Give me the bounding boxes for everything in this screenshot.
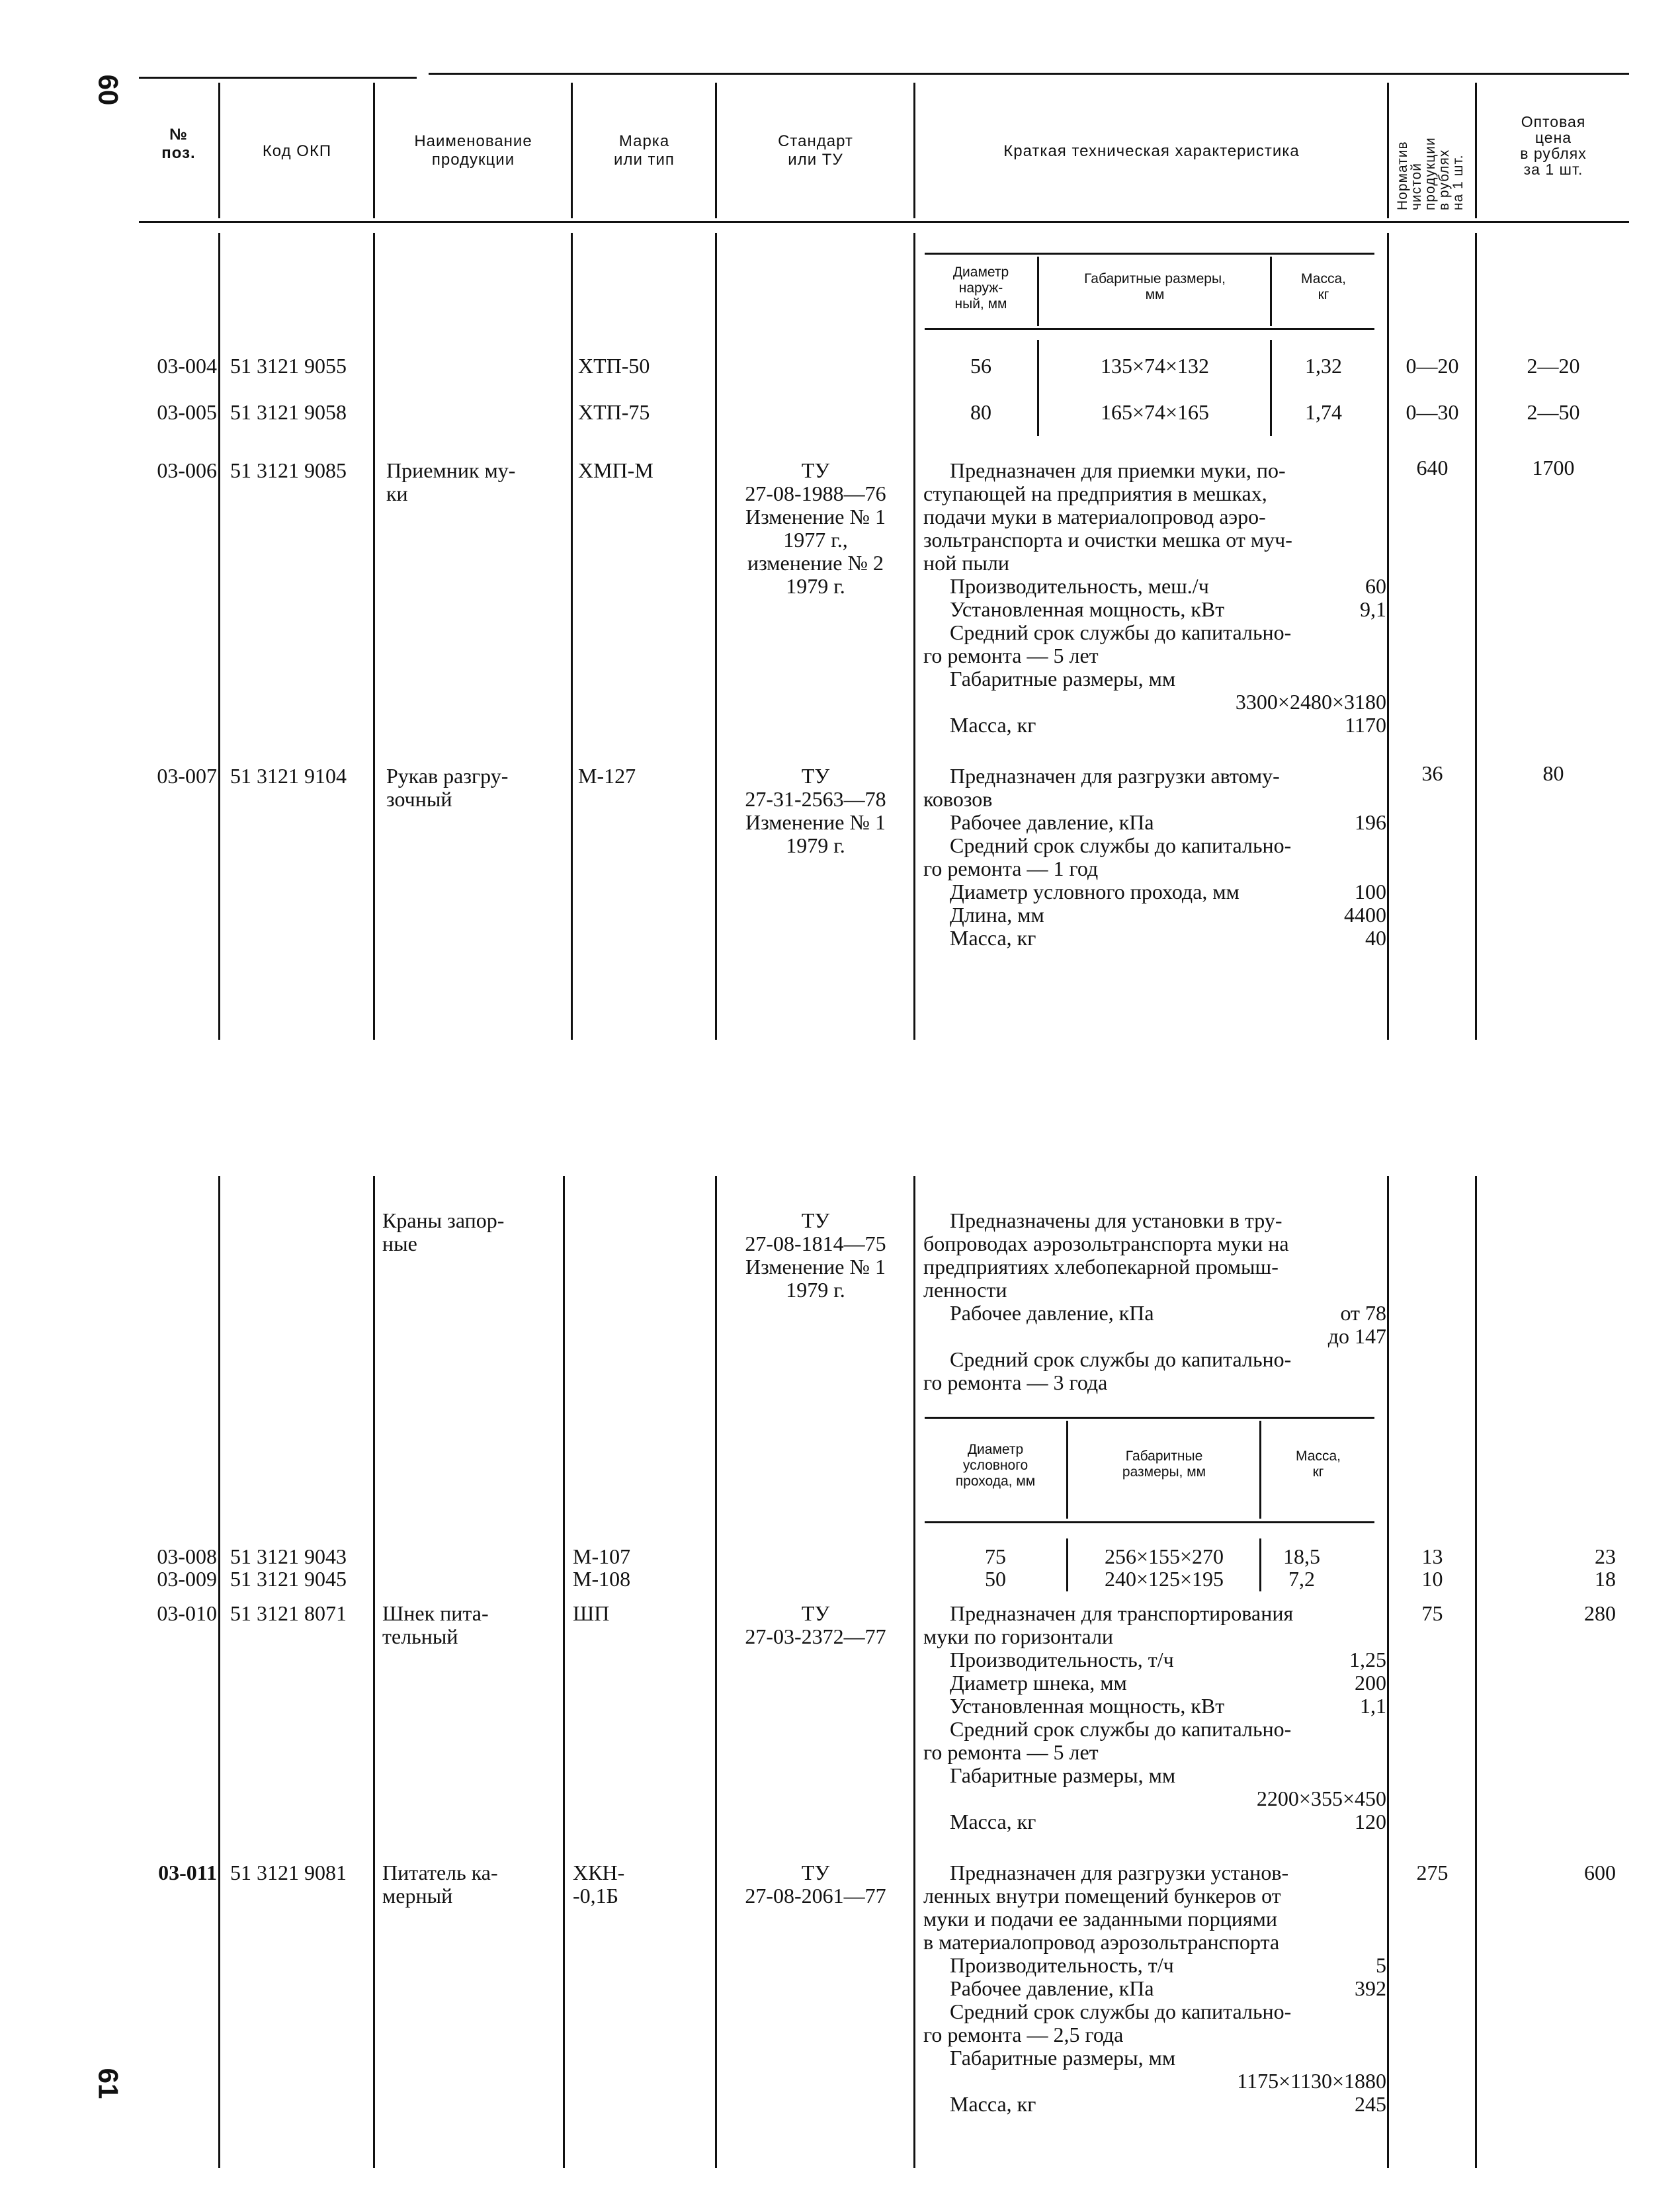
- spec-desc-line: ленности: [923, 1278, 1007, 1302]
- spec-param-label: Производительность, т/ч: [950, 1953, 1174, 1977]
- cranes-spec: [923, 1209, 1386, 1394]
- row-03-007-norm: 36: [1421, 761, 1443, 785]
- header-top-rule-right: [429, 73, 1629, 75]
- row-03-007-standard: ТУ 27-31-2563—78 Изменение № 1 1979 г.: [745, 764, 886, 857]
- spec-param-label: Диаметр шнека, мм: [950, 1671, 1127, 1695]
- spec-param-value: 5: [1376, 1953, 1386, 1977]
- row-03-005-price: 2—50: [1527, 400, 1580, 424]
- row-03-008-size: 256×155×270: [1104, 1544, 1224, 1568]
- row-03-011-name: Питатель ка- мерный: [382, 1861, 498, 1908]
- col-line-1: [218, 1176, 220, 2168]
- sub1-line-b: [1270, 257, 1272, 326]
- sub1-mid-rule: [925, 328, 1374, 330]
- sub2-line-b: [1259, 1421, 1261, 1519]
- spec-param-label: Установленная мощность, кВт: [950, 1694, 1225, 1718]
- row-03-004-diameter: 56: [970, 354, 991, 378]
- spec-mass-label: Масса, кг: [950, 926, 1036, 950]
- spec-mass-value: 245: [1355, 2092, 1386, 2116]
- col-line-7: [1475, 1176, 1477, 2168]
- row-03-010-name: Шнек пита- тельный: [382, 1601, 489, 1648]
- spec-dimensions-value: 2200×355×450: [1256, 1787, 1386, 1810]
- row-03-006-norm: 640: [1416, 456, 1449, 480]
- spec-param-label: Установленная мощность, кВт: [950, 597, 1225, 621]
- spec-param-label: Длина, мм: [950, 903, 1044, 927]
- spec-mass-value: 40: [1365, 926, 1386, 950]
- sub2-line-c: [1066, 1538, 1068, 1591]
- spec-mass-label: Масса, кг: [950, 713, 1036, 737]
- spec-desc-line: бопроводах аэрозольтранспорта муки на: [923, 1232, 1289, 1255]
- spec-desc-line: ковозов: [923, 787, 993, 811]
- row-03-008-norm: 13: [1421, 1544, 1443, 1568]
- sub2-line-d: [1259, 1538, 1261, 1591]
- row-03-005-pos: 03-005: [157, 400, 217, 424]
- spec-param-value: 100: [1355, 880, 1386, 904]
- row-03-008-price: 23: [1595, 1544, 1616, 1568]
- row-03-004-mark: ХТП-50: [578, 354, 650, 378]
- row-03-004-mass: 1,32: [1305, 354, 1342, 378]
- row-03-007-pos: 03-007: [157, 764, 217, 788]
- header-name: Наименование продукции: [414, 132, 532, 169]
- spec-dimensions-label: Габаритные размеры, мм: [950, 2046, 1176, 2070]
- spec-param-value: 1,25: [1349, 1648, 1386, 1671]
- spec-param-label: Производительность, меш./ч: [950, 574, 1209, 598]
- col-line-2: [373, 233, 375, 1040]
- row-03-011-spec: [923, 1861, 1386, 2116]
- row-03-009-okp: 51 3121 9045: [230, 1567, 347, 1591]
- spec-dimensions-label: Габаритные размеры, мм: [950, 1763, 1176, 1787]
- cranes-standard: ТУ 27-08-1814—75 Изменение № 1 1979 г.: [745, 1208, 886, 1302]
- header-okp: Код ОКП: [262, 142, 332, 160]
- header-spec: Краткая техническая характеристика: [1003, 142, 1300, 160]
- sub2-h-size: Габаритные размеры, мм: [1122, 1449, 1206, 1480]
- sub2-h-diameter: Диаметр условного прохода, мм: [955, 1442, 1036, 1490]
- spec-dimensions-label: Габаритные размеры, мм: [950, 667, 1176, 691]
- spec-service-life: го ремонта — 5 лет: [923, 1740, 1099, 1764]
- spec-param-value: до 147: [1327, 1324, 1386, 1348]
- row-03-005-mark: ХТП-75: [578, 400, 650, 424]
- row-03-009-mass: 7,2: [1288, 1567, 1315, 1591]
- page-number-bottom: 61: [93, 2068, 124, 2099]
- spec-param-value: 196: [1355, 810, 1386, 834]
- col-line-5: [913, 233, 915, 1040]
- col-line-4: [715, 233, 717, 1040]
- row-03-007-okp: 51 3121 9104: [230, 764, 347, 788]
- row-03-011-mark: ХКН- -0,1Б: [573, 1861, 625, 1908]
- row-03-007-name: Рукав разгру- зочный: [386, 764, 509, 811]
- spec-service-life: Средний срок службы до капитально-: [950, 620, 1292, 644]
- sub2-top-rule: [925, 1417, 1374, 1419]
- spec-service-life: Средний срок службы до капитально-: [950, 1999, 1292, 2023]
- cranes-name: Краны запор- ные: [382, 1208, 505, 1255]
- header-standard: Стандарт или ТУ: [778, 132, 853, 169]
- row-03-010-spec: [923, 1602, 1386, 1833]
- row-03-006-spec: [923, 459, 1386, 737]
- sub1-h-size: Габаритные размеры, мм: [1084, 271, 1226, 303]
- spec-desc-line: подачи муки в материалопровод аэро-: [923, 505, 1266, 528]
- spec-param-value: 60: [1365, 574, 1386, 598]
- hcol-line-3: [571, 83, 573, 218]
- sub2-mid-rule: [925, 1521, 1374, 1523]
- sub2-line-a: [1066, 1421, 1068, 1519]
- spec-param-label: Производительность, т/ч: [950, 1648, 1174, 1671]
- spec-mass-label: Масса, кг: [950, 1810, 1036, 1833]
- col-line-7: [1475, 233, 1477, 1040]
- spec-desc-line: ступающей на предприятия в мешках,: [923, 482, 1267, 505]
- spec-desc-line: ленных внутри помещений бункеров от: [923, 1884, 1281, 1908]
- header-bottom-rule: [139, 221, 1629, 223]
- spec-service-life: го ремонта — 3 года: [923, 1370, 1108, 1394]
- col-line-6: [1387, 1176, 1389, 2168]
- spec-service-life: Средний срок службы до капитально-: [950, 1347, 1292, 1371]
- hcol-line-6: [1387, 83, 1389, 218]
- row-03-008-mass: 18,5: [1283, 1544, 1320, 1568]
- row-03-007-price: 80: [1542, 761, 1564, 785]
- spec-service-life: го ремонта — 1 год: [923, 857, 1099, 880]
- col-line-1: [218, 233, 220, 1040]
- spec-service-life: го ремонта — 2,5 года: [923, 2023, 1124, 2046]
- spec-param-value: 4400: [1344, 903, 1386, 927]
- row-03-005-norm: 0—30: [1406, 400, 1459, 424]
- hcol-line-5: [913, 83, 915, 218]
- row-03-004-okp: 51 3121 9055: [230, 354, 347, 378]
- sub1-top-rule: [925, 253, 1374, 255]
- row-03-006-standard: ТУ 27-08-1988—76 Изменение № 1 1977 г., изменение № 2 1979 г.: [745, 458, 886, 598]
- spec-desc-line: Предназначен для транспортирования: [950, 1601, 1294, 1625]
- row-03-010-okp: 51 3121 8071: [230, 1601, 347, 1625]
- row-03-009-size: 240×125×195: [1104, 1567, 1224, 1591]
- row-03-010-standard: ТУ 27-03-2372—77: [745, 1601, 886, 1648]
- col-line-3: [563, 1176, 565, 2168]
- row-03-006-price: 1700: [1532, 456, 1575, 480]
- hcol-line-4: [715, 83, 717, 218]
- row-03-004-price: 2—20: [1527, 354, 1580, 378]
- row-03-011-price: 600: [1584, 1861, 1616, 1884]
- spec-param-label: Диаметр условного прохода, мм: [950, 880, 1239, 904]
- spec-desc-line: Предназначены для установки в тру-: [950, 1208, 1282, 1232]
- row-03-008-okp: 51 3121 9043: [230, 1544, 347, 1568]
- sub1-h-diameter: Диаметр наруж- ный, мм: [952, 265, 1009, 312]
- row-03-008-pos: 03-008: [157, 1544, 217, 1568]
- spec-mass-value: 120: [1355, 1810, 1386, 1833]
- row-03-009-mark: М-108: [573, 1567, 631, 1591]
- spec-dimensions-value: 1175×1130×1880: [1237, 2069, 1386, 2093]
- row-03-009-pos: 03-009: [157, 1567, 217, 1591]
- header-mark: Марка или тип: [614, 132, 675, 169]
- row-03-009-norm: 10: [1421, 1567, 1443, 1591]
- hcol-line-7: [1475, 83, 1477, 218]
- row-03-005-okp: 51 3121 9058: [230, 400, 347, 424]
- row-03-010-norm: 75: [1421, 1601, 1443, 1625]
- row-03-010-pos: 03-010: [157, 1601, 217, 1625]
- row-03-009-price: 18: [1595, 1567, 1616, 1591]
- header-top-rule-left: [139, 77, 417, 79]
- spec-service-life: Средний срок службы до капитально-: [950, 1717, 1292, 1741]
- page-number-top: 60: [93, 74, 124, 106]
- spec-desc-line: Предназначен для разгрузки автому-: [950, 764, 1280, 788]
- spec-param-value: от 78: [1340, 1301, 1386, 1325]
- spec-mass-value: 1170: [1345, 713, 1386, 737]
- row-03-008-mark: М-107: [573, 1544, 631, 1568]
- spec-service-life: го ремонта — 5 лет: [923, 644, 1099, 667]
- col-line-5: [913, 1176, 915, 2168]
- row-03-006-mark: ХМП-М: [578, 458, 653, 482]
- sub1-h-mass: Масса, кг: [1301, 271, 1346, 303]
- spec-desc-line: зольтранспорта и очистки мешка от муч-: [923, 528, 1292, 552]
- row-03-004-size: 135×74×132: [1100, 354, 1210, 378]
- sub1-line-c: [1037, 340, 1039, 436]
- header-norm: Норматив чистой продукции в рублях на 1 шт.: [1395, 137, 1466, 210]
- row-03-004-pos: 03-004: [157, 354, 217, 378]
- hcol-line-2: [373, 83, 375, 218]
- col-line-6: [1387, 233, 1389, 1040]
- spec-desc-line: муки по горизонтали: [923, 1624, 1114, 1648]
- spec-desc-line: муки и подачи ее заданными порциями: [923, 1907, 1277, 1931]
- hcol-line-1: [218, 83, 220, 218]
- spec-param-label: Рабочее давление, кПа: [950, 1301, 1154, 1325]
- col-line-2: [373, 1176, 375, 2168]
- spec-service-life: Средний срок службы до капитально-: [950, 833, 1292, 857]
- row-03-004-norm: 0—20: [1406, 354, 1459, 378]
- row-03-011-pos: 03-011: [158, 1861, 217, 1884]
- spec-desc-line: Предназначен для приемки муки, по-: [950, 458, 1286, 482]
- row-03-011-norm: 275: [1416, 1861, 1449, 1884]
- spec-param-value: 9,1: [1360, 597, 1386, 621]
- row-03-007-mark: М-127: [578, 764, 636, 788]
- spec-param-label: Рабочее давление, кПа: [950, 1976, 1154, 2000]
- header-price: Оптовая цена в рублях за 1 шт.: [1520, 113, 1587, 179]
- header-pos: № поз.: [161, 126, 196, 162]
- col-line-4: [715, 1176, 717, 2168]
- row-03-005-diameter: 80: [970, 400, 991, 424]
- row-03-008-diameter: 75: [985, 1544, 1006, 1568]
- row-03-006-pos: 03-006: [157, 458, 217, 482]
- row-03-005-mass: 1,74: [1305, 400, 1342, 424]
- spec-param-value: 1,1: [1360, 1694, 1386, 1718]
- spec-mass-label: Масса, кг: [950, 2092, 1036, 2116]
- row-03-009-diameter: 50: [985, 1567, 1006, 1591]
- row-03-006-name: Приемник му- ки: [386, 458, 516, 505]
- spec-param-value: 200: [1355, 1671, 1386, 1695]
- row-03-006-okp: 51 3121 9085: [230, 458, 347, 482]
- spec-dimensions-value: 3300×2480×3180: [1235, 690, 1386, 714]
- row-03-007-spec: [923, 765, 1386, 950]
- row-03-010-price: 280: [1584, 1601, 1616, 1625]
- col-line-3: [571, 233, 573, 1040]
- sub1-line-a: [1037, 257, 1039, 326]
- spec-desc-line: в материалопровод аэрозольтранспорта: [923, 1930, 1280, 1954]
- row-03-005-size: 165×74×165: [1100, 400, 1210, 424]
- row-03-011-standard: ТУ 27-08-2061—77: [745, 1861, 886, 1908]
- row-03-011-okp: 51 3121 9081: [230, 1861, 347, 1884]
- spec-desc-line: Предназначен для разгрузки установ-: [950, 1861, 1289, 1884]
- spec-desc-line: ной пыли: [923, 551, 1009, 575]
- row-03-010-mark: ШП: [573, 1601, 610, 1625]
- spec-param-value: 392: [1355, 1976, 1386, 2000]
- sub2-h-mass: Масса, кг: [1296, 1449, 1341, 1480]
- spec-desc-line: предприятиях хлебопекарной промыш-: [923, 1255, 1279, 1279]
- spec-param-label: Рабочее давление, кПа: [950, 810, 1154, 834]
- sub1-line-d: [1270, 340, 1272, 436]
